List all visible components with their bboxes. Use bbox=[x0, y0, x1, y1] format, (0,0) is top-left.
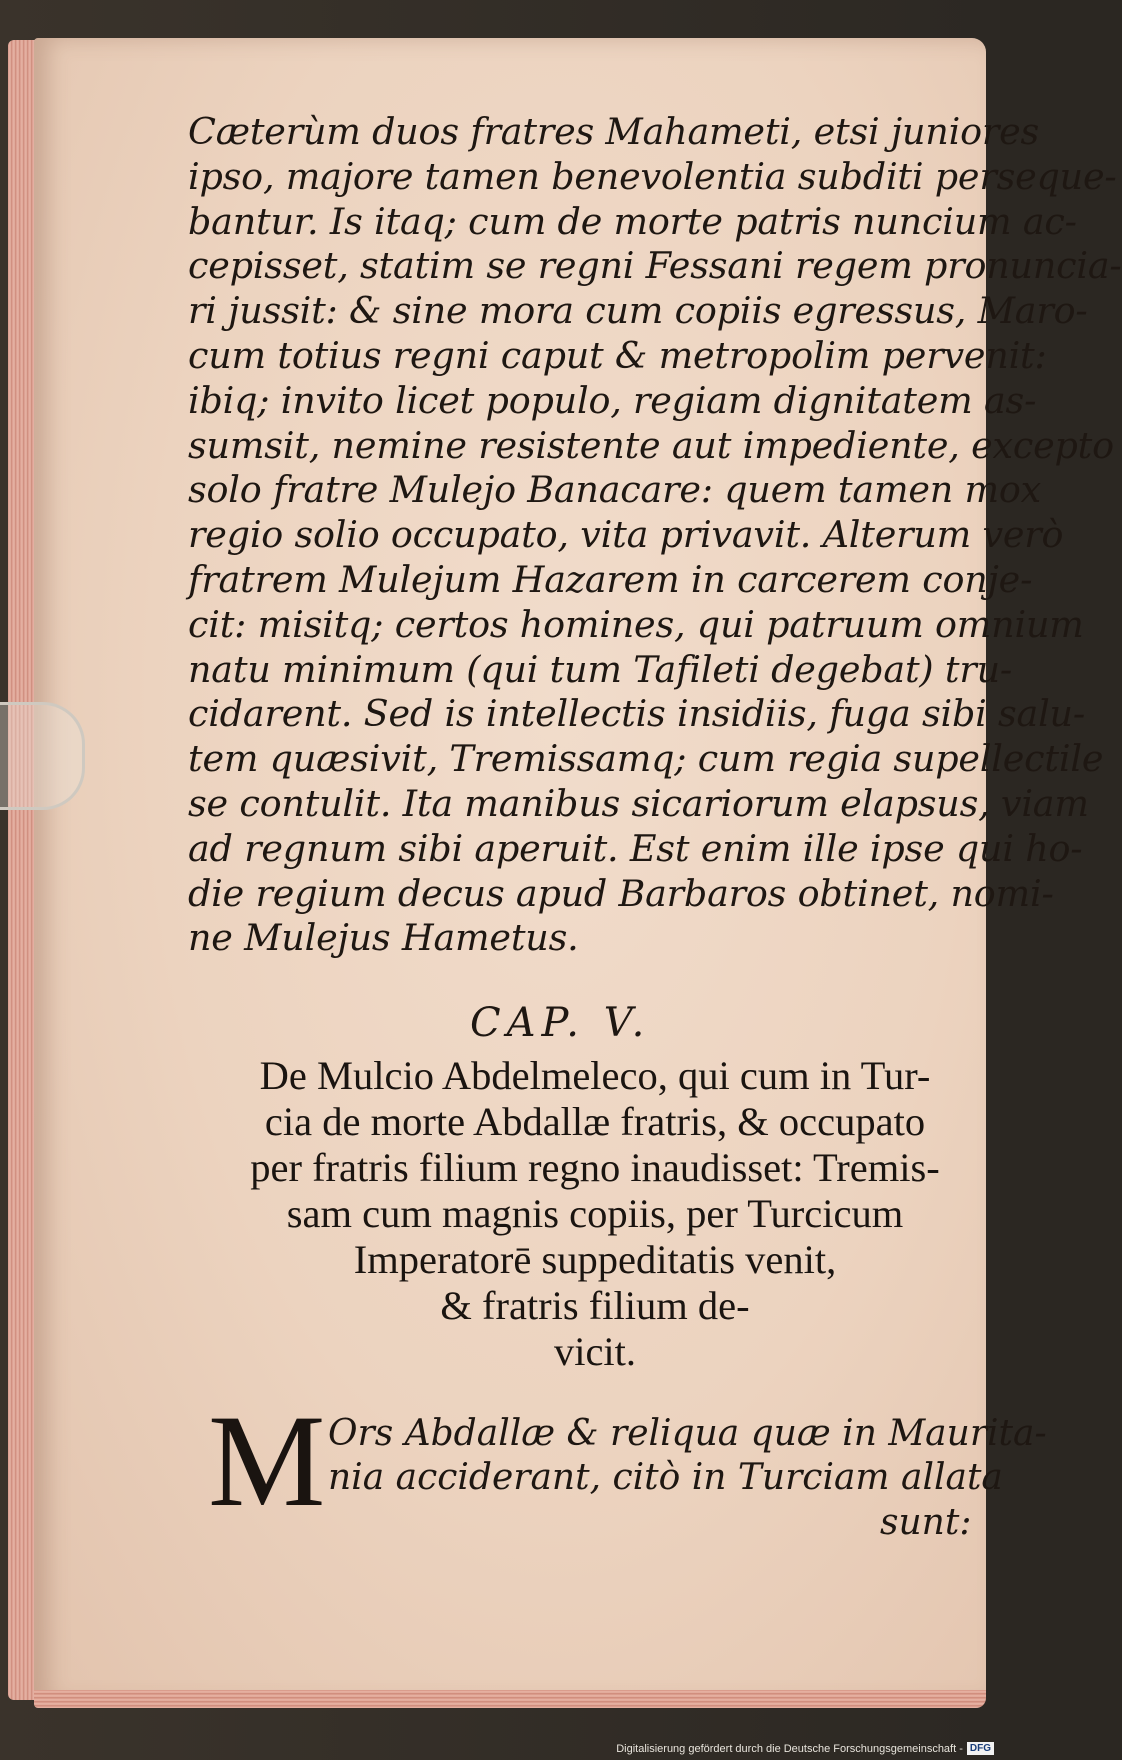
summary-line: vicit. bbox=[553, 1329, 637, 1374]
text-line: Cæterùm duos fratres Mahameti, etsi juniores bbox=[188, 110, 1040, 153]
text-line: cum totius regni caput & metropolim pervenit: bbox=[188, 333, 1047, 377]
text-line: solo fratre Mulejo Banacare: quem tamen mox bbox=[188, 468, 1042, 512]
main-paragraph bbox=[188, 110, 1122, 961]
text-line: ipso, majore tamen benevolentia subditi perseque- bbox=[188, 154, 1117, 198]
text-line: ri jussit: & sine mora cum copiis egressus, Maro- bbox=[188, 289, 1088, 333]
footer-credit: Digitalisierung gefördert durch die Deutsche Forschungsgemeinschaft - bbox=[616, 1742, 963, 1755]
text-line: ne Mulejus Hametus. bbox=[188, 916, 579, 960]
page-bottom-edge bbox=[34, 1690, 986, 1708]
text-line: natu minimum (qui tum Tafileti degebat) tru- bbox=[188, 647, 1013, 691]
next-paragraph bbox=[328, 1412, 1047, 1500]
text-line: cepisset, statim se regni Fessani regem pronuncia- bbox=[188, 244, 1122, 288]
text-line: cit: misitq; certos homines, qui patruum omnium bbox=[188, 602, 1084, 646]
summary-line: sam cum magnis copiis, per Turcicum bbox=[286, 1191, 904, 1236]
chapter-heading: CAP. V. bbox=[470, 1000, 651, 1046]
summary-line: & fratris filium de- bbox=[440, 1283, 750, 1328]
text-line: fratrem Mulejum Hazarem in carcerem conje- bbox=[188, 557, 1033, 601]
summary-line: cia de morte Abdallæ fratris, & occupato bbox=[264, 1099, 926, 1144]
summary-line: per fratris filium regno inaudisset: Tremis- bbox=[250, 1145, 940, 1190]
text-line: se contulit. Ita manibus sicariorum elapsus, viam bbox=[188, 781, 1089, 825]
digitization-footer bbox=[616, 1742, 994, 1755]
text-line: ibiq; invito licet populo, regiam dignitatem as- bbox=[188, 378, 1037, 422]
summary-line: Imperatorē suppeditatis venit, bbox=[353, 1237, 837, 1282]
page-clip bbox=[0, 702, 85, 810]
summary-line: De Mulcio Abdelmeleco, qui cum in Tur- bbox=[259, 1053, 931, 1098]
text-line: nia acciderant, citò in Turciam allata bbox=[328, 1457, 1003, 1498]
text-line: tem quæsivit, Tremissamq; cum regia supellectile bbox=[188, 737, 1104, 781]
catchword: sunt: bbox=[880, 1502, 972, 1543]
text-line: regio solio occupato, vita privavit. Alterum verò bbox=[188, 513, 1064, 557]
drop-cap: M bbox=[208, 1387, 326, 1534]
chapter-summary bbox=[210, 1053, 980, 1375]
text-line: die regium decus apud Barbaros obtinet, nomi- bbox=[188, 871, 1054, 915]
dfg-logo: DFG bbox=[967, 1742, 994, 1755]
text-line: sumsit, nemine resistente aut impediente, excepto bbox=[188, 423, 1114, 467]
text-line: ad regnum sibi aperuit. Est enim ille ipse qui ho- bbox=[188, 826, 1083, 870]
text-line: cidarent. Sed is intellectis insidiis, fuga sibi salu- bbox=[188, 692, 1085, 736]
text-line: Ors Abdallæ & reliqua quæ in Maurita- bbox=[328, 1413, 1047, 1454]
text-line: bantur. Is itaq; cum de morte patris nuncium ac- bbox=[188, 199, 1077, 243]
